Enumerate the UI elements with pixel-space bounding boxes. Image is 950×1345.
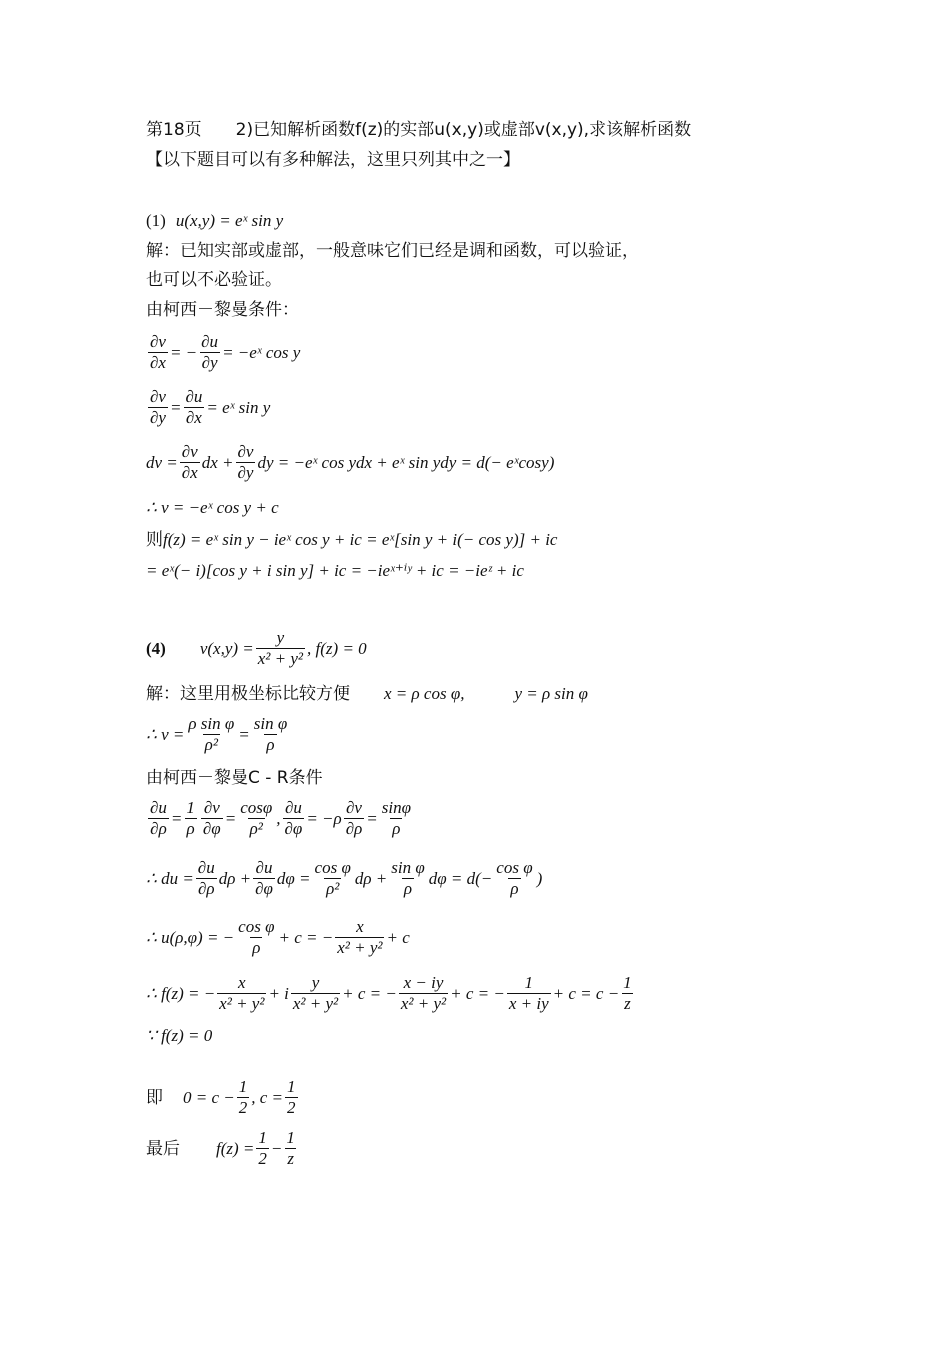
problem4-u-eq <box>146 917 410 958</box>
expression: ∴ du = <box>146 868 194 888</box>
fraction: $\frac{y}{\text{x² + y²}}$ <box>292 973 339 1013</box>
problem1-cr-heading <box>146 298 299 322</box>
expression: = eˣ(− i)[cos y + i sin y] + ic = −ieˣ⁺ⁱʸ + ic = −ieᶻ + ic <box>146 561 524 580</box>
problem4-label: (4) <box>146 638 166 658</box>
expression: , c = <box>251 1087 284 1107</box>
operator: = <box>238 724 250 744</box>
fraction: $\frac{\partial u}{\partial x}$ <box>185 387 203 427</box>
fraction: $\frac{\text{cos φ}}{\rho}$ <box>238 917 275 957</box>
expression: ∴ v = −eˣ cos y + c <box>146 498 279 517</box>
expression: dx + <box>201 452 234 472</box>
fraction: $\frac{x - iy}{\text{x² + y²}}$ <box>400 973 447 1013</box>
problem4-v-eq <box>146 714 291 755</box>
expression: = −eˣ cos y <box>222 342 301 362</box>
operator: = −ρ <box>306 808 342 828</box>
separator: , <box>276 808 281 828</box>
fraction: $\frac{\partial v}{\partial y}$ <box>150 387 166 427</box>
note-text: 【以下题目可以有多种解法，这里只列其中之一】 <box>146 150 520 170</box>
fraction: $\frac{\partial v}{\partial x}$ <box>181 442 198 482</box>
operator: = <box>169 397 182 417</box>
fraction: $\frac{\partial u}{\partial\varphi}$ <box>284 798 303 838</box>
fraction: $\frac{1}{2}$ <box>258 1128 267 1168</box>
problem4-du-eq <box>146 858 542 899</box>
fraction: $\frac{\partial v}{\partial\varphi}$ <box>202 798 221 838</box>
fraction: $\frac{\partial v}{\partial y}$ <box>237 442 254 482</box>
expression: dv = <box>146 452 178 472</box>
fraction: $\frac{\text{sin φ}}{\rho}$ <box>391 858 425 898</box>
page-label: 第18页 <box>146 120 202 140</box>
problem1-eq2 <box>146 387 270 428</box>
fraction: $\frac{y}{\text{x² + y²}}$ <box>257 628 304 668</box>
problem1-given: u(x,y) = eˣ sin y <box>175 211 284 230</box>
problem4-f-eq <box>146 973 636 1014</box>
problem4-cr-heading <box>146 766 323 790</box>
fraction: $\frac{\partial u}{\partial y}$ <box>201 332 219 372</box>
expression: ∴ f(z) = − <box>146 983 216 1003</box>
problem4-final-eq <box>146 1128 299 1169</box>
prefix-text: 则 <box>146 530 163 550</box>
final-label: 最后 <box>146 1138 180 1159</box>
problem1-eq1 <box>146 332 300 373</box>
fraction: $\frac{1}{z}$ <box>623 973 632 1013</box>
expression: dy = −eˣ cos ydx + eˣ sin ydy = d(− eˣcosy) <box>257 452 555 472</box>
fraction: $\frac{x}{\text{x² + y²}}$ <box>219 973 265 1013</box>
fraction: $\frac{\text{cos φ}}{\rho}$ <box>496 858 533 898</box>
fraction: $\frac{\cos\varphi}{\text{ρ²}}$ <box>240 798 273 838</box>
fraction: $\frac{1}{\rho}$ <box>186 798 195 838</box>
problem4-solution-line <box>146 682 588 706</box>
problem4-ji-eq <box>146 1077 300 1118</box>
polar-x: x = ρ cos φ, <box>384 684 465 703</box>
fraction: $\frac{1}{x + iy}$ <box>508 973 549 1013</box>
fraction: $\frac{1}{z}$ <box>286 1128 295 1168</box>
task-statement: 2)已知解析函数f(z)的实部u(x,y)或虚部v(x,y),求该解析函数 <box>235 120 692 140</box>
problem1-label: (1) <box>146 211 166 230</box>
problem4-cr-eq <box>146 798 415 839</box>
problem1-given-line <box>146 209 283 233</box>
problem4-given-line <box>146 628 367 669</box>
expression: dφ = d(− <box>428 868 493 888</box>
cr-heading: 由柯西－黎曼条件： <box>146 300 299 320</box>
expression: ∴ u(ρ,φ) = − <box>146 927 235 947</box>
expression: f(z) = <box>216 1138 255 1158</box>
operator: − <box>270 1138 283 1158</box>
expression: dρ + <box>354 868 388 888</box>
cr-heading: 由柯西－黎曼C - R条件 <box>146 768 323 788</box>
operator: = <box>366 808 378 828</box>
problem1-solution-line2 <box>146 268 282 292</box>
fraction: $\frac{\text{sin φ}}{\rho}$ <box>253 714 288 754</box>
expression: 0 = c − <box>183 1087 235 1107</box>
fraction: $\frac{1}{2}$ <box>287 1077 296 1117</box>
problem4-condition <box>146 1024 212 1048</box>
expression: dφ = <box>276 868 311 888</box>
expression: v(x,y) = <box>199 638 254 658</box>
header-line <box>146 118 691 142</box>
expression: = eˣ sin y <box>206 397 271 417</box>
fraction: $\frac{\partial u}{\partial\rho}$ <box>197 858 215 898</box>
polar-y: y = ρ sin φ <box>514 684 588 703</box>
expression: + c <box>386 927 410 947</box>
solution-text: 解：已知实部或虚部，一般意味它们已经是调和函数，可以验证， <box>146 241 639 261</box>
fraction: $\frac{1}{2}$ <box>238 1077 248 1117</box>
expression: ) <box>536 868 543 888</box>
fraction: $\frac{\text{cos φ}}{\text{ρ²}}$ <box>314 858 351 898</box>
problem1-solution-line1 <box>146 239 639 263</box>
fraction: $\frac{\partial v}{\partial\rho}$ <box>345 798 363 838</box>
fraction: $\frac{\partial u}{\partial\rho}$ <box>150 798 167 838</box>
expression: + i <box>268 983 289 1003</box>
operator: = − <box>169 342 198 362</box>
expression: + c = − <box>342 983 397 1003</box>
fraction: $\frac{x}{\text{x² + y²}}$ <box>337 917 383 957</box>
note-line <box>146 148 520 172</box>
expression: dρ + <box>218 868 252 888</box>
fraction: $\frac{\text{ρ sin φ}}{\text{ρ²}}$ <box>188 714 235 754</box>
expression: f(z) = eˣ sin y − ieˣ cos y + ic = eˣ[sin y + i(− cos y)] + ic <box>163 530 558 549</box>
problem1-eq4 <box>146 496 279 520</box>
expression: , f(z) = 0 <box>307 638 367 658</box>
expression: + c = c − <box>552 983 620 1003</box>
solution-text: 解：这里用极坐标比较方便 <box>146 684 350 704</box>
solution-text: 也可以不必验证。 <box>146 270 282 290</box>
operator: = <box>170 808 183 828</box>
operator: = <box>224 808 237 828</box>
problem1-eq5 <box>146 528 557 552</box>
expression: + c = − <box>450 983 505 1003</box>
fraction: $\frac{\sin\varphi}{\rho}$ <box>381 798 411 838</box>
fraction: $\frac{\partial v}{\partial x}$ <box>150 332 166 372</box>
ji-label: 即 <box>146 1087 163 1108</box>
expression: ∵ f(z) = 0 <box>146 1026 213 1045</box>
fraction: $\frac{\partial u}{\partial\varphi}$ <box>255 858 273 898</box>
expression: + c = − <box>278 927 334 947</box>
expression: ∴ v = <box>146 724 185 744</box>
problem1-eq3 <box>146 442 554 483</box>
problem1-eq6 <box>146 559 524 583</box>
